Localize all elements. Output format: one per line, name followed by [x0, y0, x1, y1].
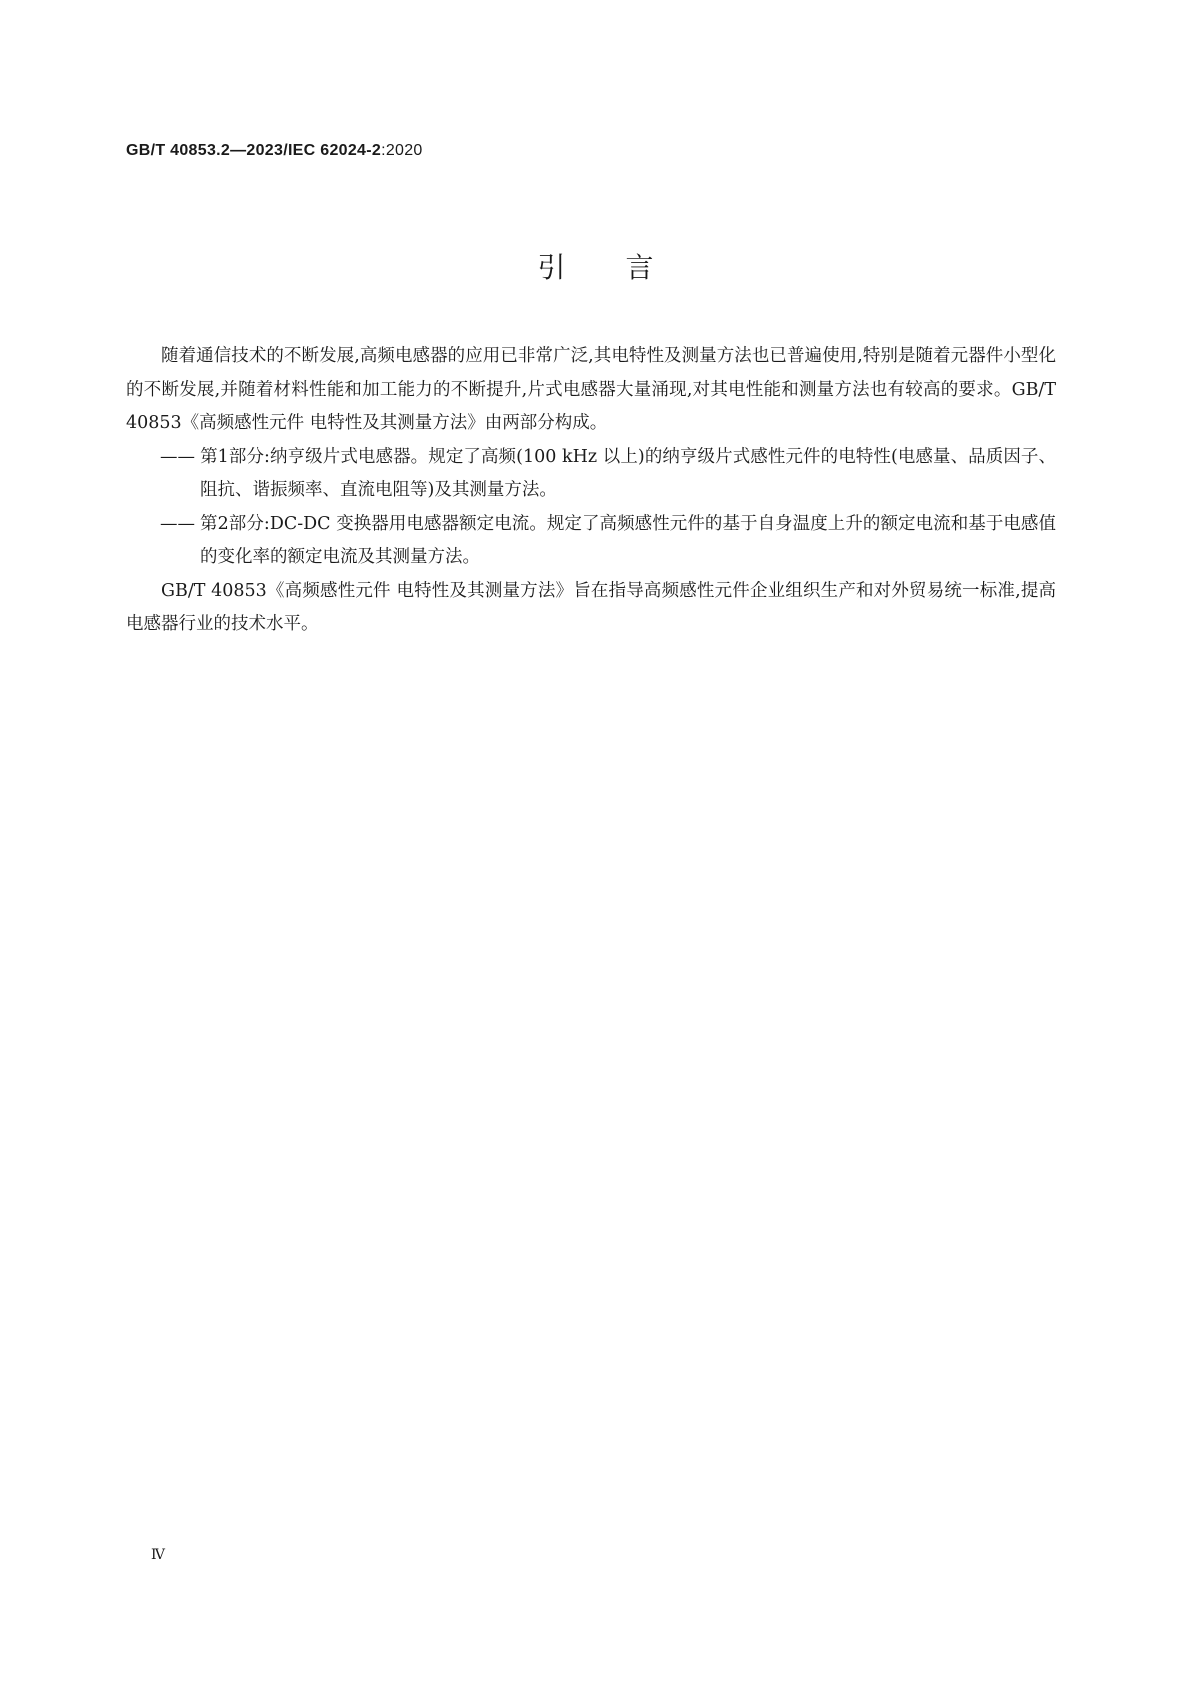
list-item-part-2: [126, 508, 1056, 575]
document-body: [126, 340, 1056, 642]
list-dash: ——: [160, 446, 195, 467]
list-dash: ——: [160, 513, 195, 534]
closing-paragraph: GB/T 40853《高频感性元件 电特性及其测量方法》旨在指导高频感性元件企业组织生产和对外贸易统一标准,提高电感器行业的技术水平。: [126, 580, 1056, 634]
page-number: Ⅳ: [151, 1548, 165, 1563]
list-item-part-1: [126, 441, 1056, 508]
list-item-text: 第1部分:纳亨级片式电感器。规定了高频(100 kHz 以上)的纳亨级片式感性元件的电特性(电感量、品质因子、阻抗、谐振频率、直流电阻等)及其测量方法。: [200, 446, 1056, 500]
standard-year: :2020: [381, 142, 423, 159]
standard-code: GB/T 40853.2—2023/IEC 62024-2: [126, 142, 382, 159]
list-item-text: 第2部分:DC-DC 变换器用电感器额定电流。规定了高频感性元件的基于自身温度上升的额定电流和基于电感值的变化率的额定电流及其测量方法。: [200, 513, 1056, 567]
page-title: 引言: [537, 251, 714, 284]
intro-paragraph: 随着通信技术的不断发展,高频电感器的应用已非常广泛,其电特性及测量方法也已普遍使用,特别是随着元器件小型化的不断发展,并随着材料性能和加工能力的不断提升,片式电感器大量涌现,对其电性能和测量方法也有较高的要求。GB/T 40853《高频感性元件 电特性及其测量方法》由两部分构成。: [126, 346, 1056, 433]
standard-number-header: [126, 142, 423, 160]
